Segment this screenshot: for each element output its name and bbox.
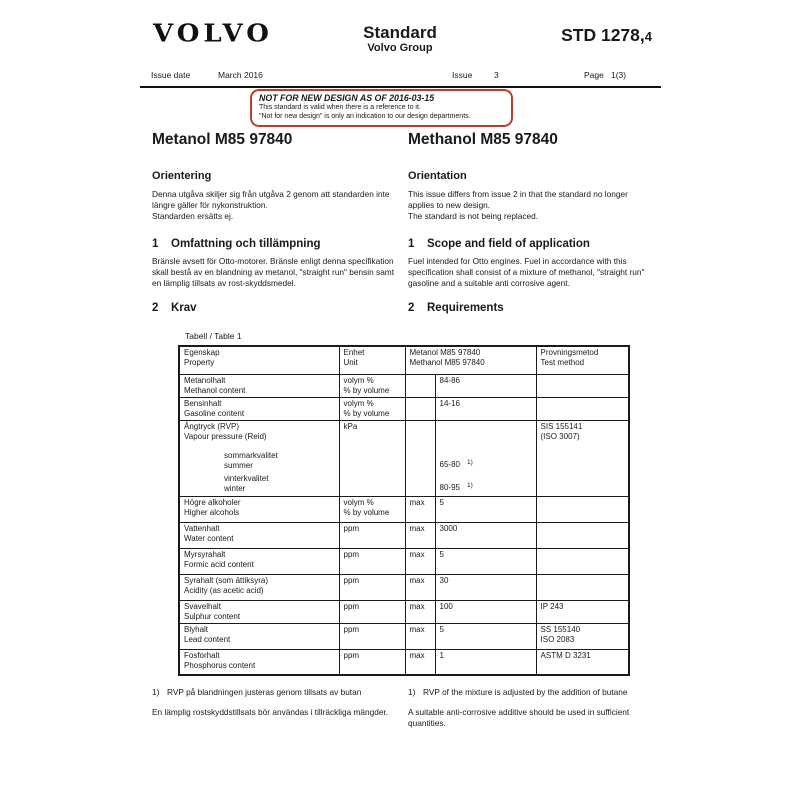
table-header-row xyxy=(179,346,629,374)
limit-cell: max xyxy=(405,496,435,522)
unit-cell: volym % % by volume xyxy=(339,374,405,397)
summer-value: 65-80 $^{1)}$ xyxy=(439,458,473,469)
doc-number-main: STD 1278, xyxy=(561,25,645,45)
limit-cell: max xyxy=(405,548,435,574)
table-row-gasoline xyxy=(179,397,629,420)
section-1-number-en: 1 xyxy=(408,238,415,250)
header-grade: Metanol M85 97840 Methanol M85 97840 xyxy=(405,346,536,374)
doc-number xyxy=(500,25,652,46)
doc-number-suffix: 4 xyxy=(644,29,652,44)
value-cell: 5 xyxy=(435,548,536,574)
section-2-title-en: Requirements xyxy=(427,302,504,314)
limit-cell: max xyxy=(405,600,435,623)
method-cell xyxy=(536,496,629,522)
property-cell: Syrahalt (som ättiksyra) Acidity (as acetic acid) xyxy=(179,574,339,600)
footnote-text: RVP of the mixture is adjusted by the addition of butane xyxy=(423,687,628,697)
orientation-text-en-2: The standard is not being replaced. xyxy=(408,211,539,221)
value-cell: 100 xyxy=(435,600,536,623)
footnote-marker: 1) xyxy=(466,481,473,489)
page-title-sv: Metanol M85 97840 xyxy=(152,131,293,148)
footnote-1-en xyxy=(408,687,652,698)
method-cell xyxy=(536,397,629,420)
table-row-phosphorus xyxy=(179,649,629,675)
header-divider xyxy=(140,86,661,88)
page-label: Page xyxy=(584,70,604,80)
unit-cell: ppm xyxy=(339,574,405,600)
volvo-logo: VOLVO xyxy=(153,20,273,48)
notice-line-2: "Not for new design" is only an indication to our design departments. xyxy=(259,112,471,120)
section-2-heading-sv xyxy=(152,301,396,315)
property-cell: Svavelhalt Sulphur content xyxy=(179,600,339,623)
table-row-higher-alcohols xyxy=(179,496,629,522)
not-for-new-design-notice xyxy=(250,89,513,127)
method-cell xyxy=(536,374,629,397)
orientation-heading-sv: Orientering xyxy=(152,170,212,182)
table-row-water xyxy=(179,522,629,548)
anticorrosive-note-en: A suitable anti-corrosive additive should be used in sufficient quantities. xyxy=(408,707,630,728)
limit-cell: max xyxy=(405,649,435,675)
unit-cell: ppm xyxy=(339,522,405,548)
unit-cell: ppm xyxy=(339,548,405,574)
method-cell xyxy=(536,522,629,548)
section-1-title-en: Scope and field of application xyxy=(427,238,590,250)
value-cell: 30 xyxy=(435,574,536,600)
table-row-lead xyxy=(179,623,629,649)
value-cell: 5 xyxy=(435,496,536,522)
column-swedish xyxy=(152,131,396,320)
limit-cell xyxy=(405,397,435,420)
footnote-marker: 1) xyxy=(152,687,160,697)
winter-value: 80-95 $^{1)}$ xyxy=(439,481,473,492)
footnotes-english xyxy=(408,687,652,729)
property-cell: Ångtryck (RVP) Vapour pressure (Reid) sommarkvalitet summer vinterkvalitet winter xyxy=(179,420,339,496)
property-cell: Vattenhalt Water content xyxy=(179,522,339,548)
section-1-text-en: Fuel intended for Otto engines. Fuel in accordance with this specification shall consist of a mixture of methanol, "straight run" gasoline and a suitable anti corrosive agent. xyxy=(408,256,645,288)
section-1-heading-sv xyxy=(152,237,396,251)
sub-row-summer: sommarkvalitet summer xyxy=(224,450,278,470)
method-cell: SS 155140 ISO 2083 xyxy=(536,623,629,649)
property-cell: Metanolhalt Methanol content xyxy=(179,374,339,397)
doc-title-block xyxy=(300,23,500,55)
footnote-1-sv xyxy=(152,687,396,698)
property-cell: Myrsyrahalt Formic acid content xyxy=(179,548,339,574)
unit-cell: ppm xyxy=(339,600,405,623)
property-cell: Bensinhalt Gasoline content xyxy=(179,397,339,420)
footnote-text: RVP på blandningen justeras genom tillsats av butan xyxy=(167,687,362,697)
value-cell: 14-16 xyxy=(435,397,536,420)
notice-title: NOT FOR NEW DESIGN AS OF 2016-03-15 xyxy=(259,93,435,103)
orientation-text-en-1: This issue differs from issue 2 in that the standard no longer applies to new design. xyxy=(408,189,628,210)
limit-cell xyxy=(405,420,435,496)
limit-cell: max xyxy=(405,522,435,548)
property-cell: Fosforhalt Phosphorus content xyxy=(179,649,339,675)
property-cell: Högre alkoholer Higher alcohols xyxy=(179,496,339,522)
section-2-heading-en xyxy=(408,301,652,315)
orientation-text-sv-2: Standarden ersätts ej. xyxy=(152,211,234,221)
sub-row-winter: vinterkvalitet winter xyxy=(224,473,269,493)
anticorrosive-note-sv: En lämplig rostskyddstillsats bör användas i tillräckliga mängder. xyxy=(152,707,389,717)
doc-title: Standard xyxy=(363,23,437,42)
issue-label: Issue xyxy=(452,70,473,80)
requirements-table xyxy=(178,345,630,676)
section-1-number-sv: 1 xyxy=(152,238,159,250)
method-cell: ASTM D 3231 xyxy=(536,649,629,675)
notice-line-1: This standard is valid when there is a reference to it. xyxy=(259,104,421,111)
method-cell xyxy=(536,548,629,574)
footnote-marker: 1) xyxy=(466,458,473,466)
section-1-text-sv: Bränsle avsett för Otto-motorer. Bränsle enligt denna specifikation skall bestå av en blandning av metanol, "straight run" bensin samt en lämplig tillsats av rost-skyddsmedel. xyxy=(152,256,395,288)
unit-cell: ppm xyxy=(339,649,405,675)
page-title-en: Methanol M85 97840 xyxy=(408,131,558,148)
table-row-methanol xyxy=(179,374,629,397)
header-method: Provningsmetod Test method xyxy=(536,346,629,374)
method-cell: SIS 155141 (ISO 3007) xyxy=(536,420,629,496)
limit-cell xyxy=(405,374,435,397)
section-1-heading-en xyxy=(408,237,652,251)
property-cell: Blyhalt Lead content xyxy=(179,623,339,649)
page-value: 1(3) xyxy=(611,70,627,80)
value-cell xyxy=(435,420,536,496)
table-caption: Tabell / Table 1 xyxy=(185,331,242,341)
footnote-marker: 1) xyxy=(408,687,416,697)
column-english xyxy=(408,131,652,320)
issue-value: 3 xyxy=(494,70,499,80)
unit-cell: ppm xyxy=(339,623,405,649)
section-1-title-sv: Omfattning och tillämpning xyxy=(171,238,321,250)
issue-date-label: Issue date xyxy=(151,70,191,80)
section-2-title-sv: Krav xyxy=(171,302,197,314)
table-row-vapour-pressure xyxy=(179,420,629,496)
footnotes-swedish xyxy=(152,687,396,718)
value-cell: 1 xyxy=(435,649,536,675)
issue-date-value: March 2016 xyxy=(218,70,263,80)
value-cell: 5 xyxy=(435,623,536,649)
unit-cell: volym % % by volume xyxy=(339,496,405,522)
value-cell: 84-86 xyxy=(435,374,536,397)
header-property: Egenskap Property xyxy=(179,346,339,374)
section-2-number-en: 2 xyxy=(408,302,415,314)
method-cell xyxy=(536,574,629,600)
table-row-formic-acid xyxy=(179,548,629,574)
unit-cell: kPa xyxy=(339,420,405,496)
doc-subtitle: Volvo Group xyxy=(367,42,433,54)
header-unit: Enhet Unit xyxy=(339,346,405,374)
limit-cell: max xyxy=(405,574,435,600)
method-cell: IP 243 xyxy=(536,600,629,623)
table-row-sulphur xyxy=(179,600,629,623)
value-cell: 3000 xyxy=(435,522,536,548)
orientation-heading-en: Orientation xyxy=(408,170,467,182)
table-row-acidity xyxy=(179,574,629,600)
orientation-text-sv-1: Denna utgåva skiljer sig från utgåva 2 genom att standarden inte längre gäller för nykonstruktion. xyxy=(152,189,390,210)
section-2-number-sv: 2 xyxy=(152,302,159,314)
limit-cell: max xyxy=(405,623,435,649)
unit-cell: volym % % by volume xyxy=(339,397,405,420)
